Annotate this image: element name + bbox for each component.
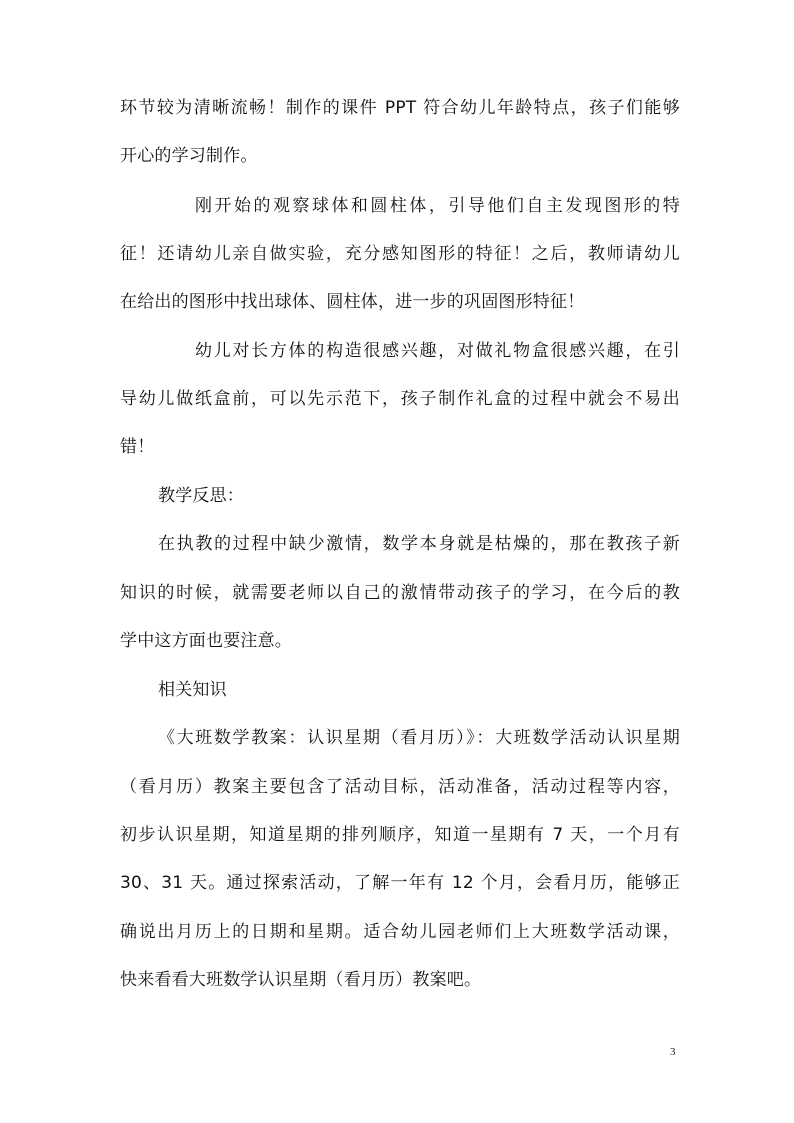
text-line: 征！还请幼儿亲自做实验，充分感知图形的特征！之后，教师请幼儿: [120, 244, 680, 264]
text-line: 学中这方面也要注意。: [120, 631, 292, 651]
text-line: 在给出的图形中找出球体、圆柱体，进一步的巩固图形特征！: [120, 292, 585, 312]
text-line: 知识的时候，就需要老师以自己的激情带动孩子的学习，在今后的教: [120, 583, 680, 603]
text-line: 初步认识星期，知道星期的排列顺序，知道一星期有 7 天，一个月有: [120, 825, 680, 845]
page-number: 3: [670, 1046, 676, 1058]
paragraph-first-line: 刚开始的观察球体和圆柱体，引导他们自主发现图形的特: [195, 196, 680, 216]
text-line: 环节较为清晰流畅！制作的课件 PPT 符合幼儿年龄特点，孩子们能够: [120, 98, 680, 118]
section-heading: 相关知识: [158, 680, 227, 700]
text-line: 确说出月历上的日期和星期。适合幼儿园老师们上大班数学活动课，: [120, 922, 680, 942]
text-line: 30、31 天。通过探索活动，了解一年有 12 个月，会看月历，能够正: [120, 873, 680, 893]
section-heading: 教学反思：: [158, 486, 244, 506]
text-line: 错！: [120, 437, 155, 457]
text-line: 快来看看大班数学认识星期（看月历）教案吧。: [120, 970, 482, 990]
paragraph-first-line: 《大班数学教案：认识星期（看月历）》：大班数学活动认识星期: [158, 728, 680, 748]
text-line: 导幼儿做纸盒前，可以先示范下，孩子制作礼盒的过程中就会不易出: [120, 389, 680, 409]
paragraph-first-line: 幼儿对长方体的构造很感兴趣，对做礼物盒很感兴趣，在引: [195, 341, 680, 361]
text-line: 开心的学习制作。: [120, 146, 258, 166]
paragraph-first-line: 在执教的过程中缺少激情，数学本身就是枯燥的，那在教孩子新: [158, 534, 680, 554]
text-line: （看月历）教案主要包含了活动目标，活动准备，活动过程等内容，: [120, 777, 680, 797]
